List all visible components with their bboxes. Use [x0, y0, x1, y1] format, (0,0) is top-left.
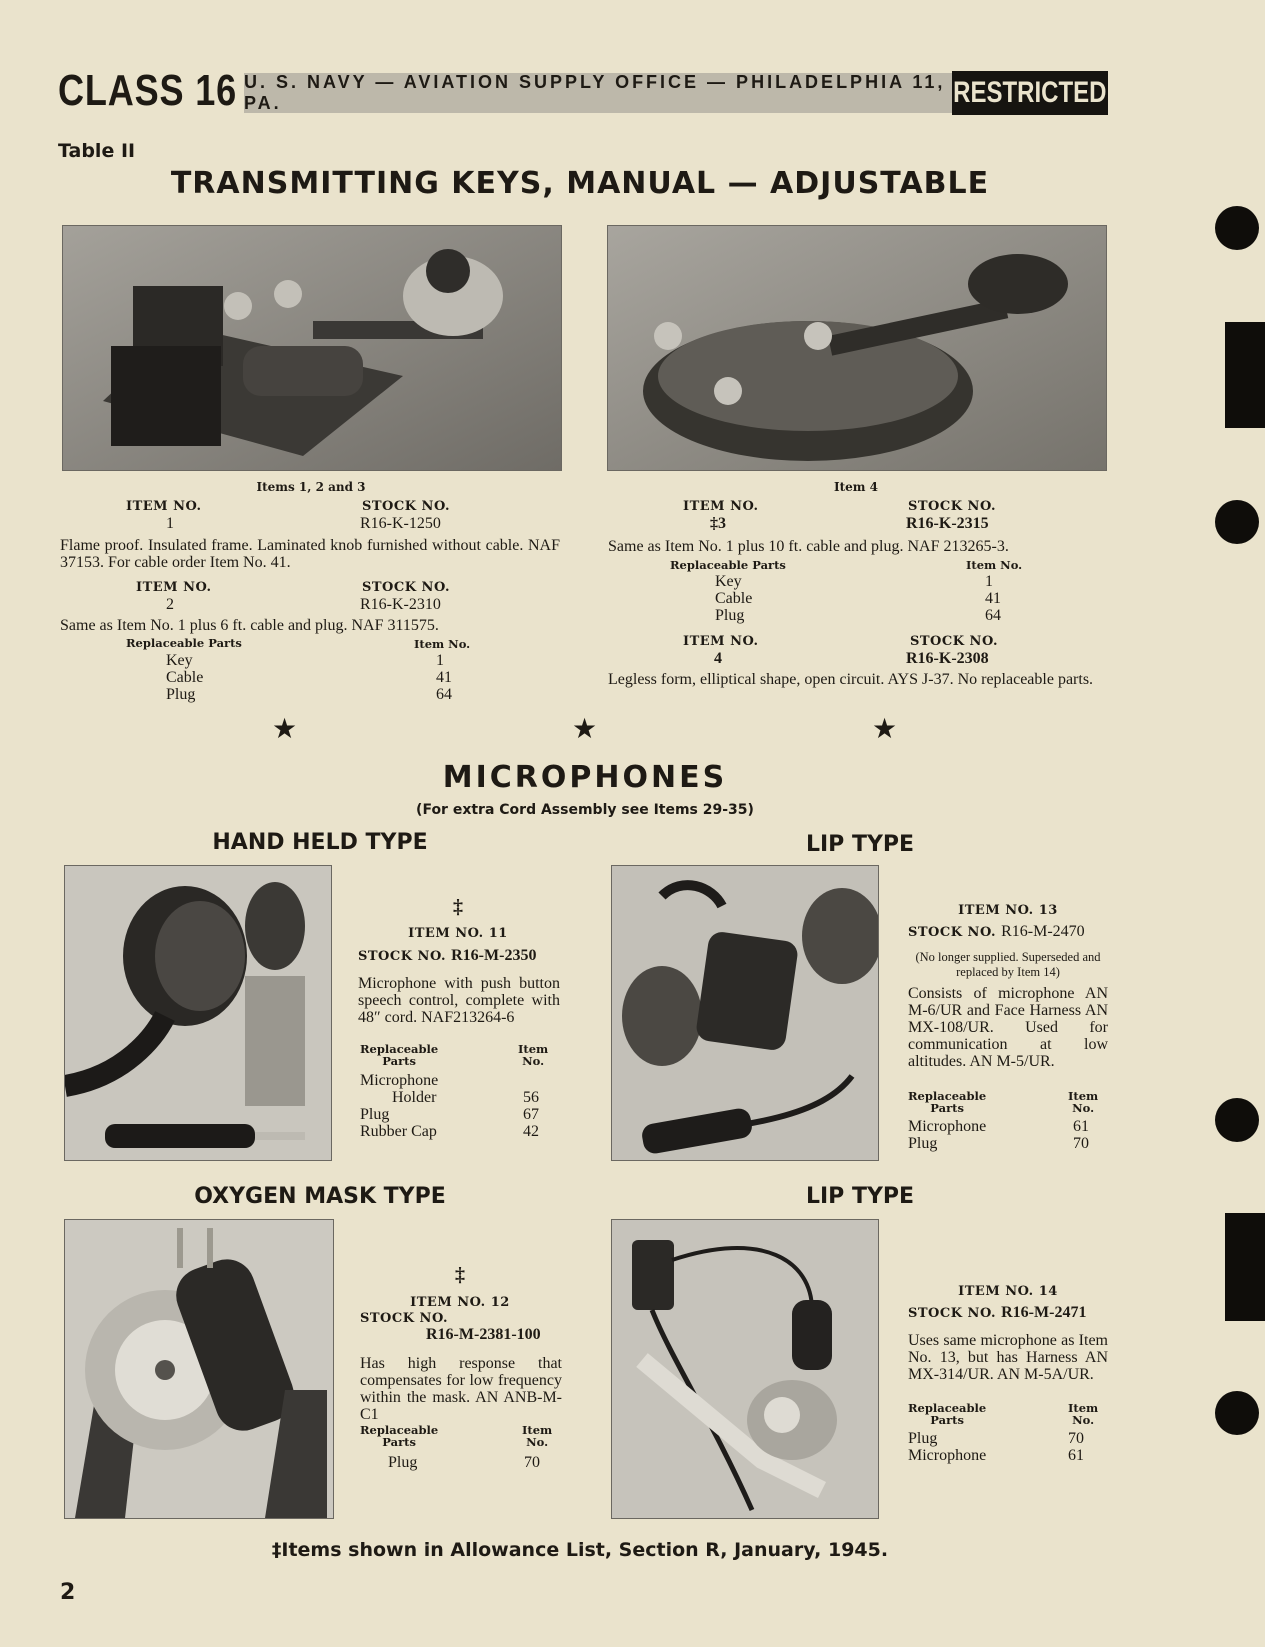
- lip-mic-13-photo: [611, 865, 879, 1161]
- parts-item-label: Item No.: [966, 558, 1023, 572]
- item-11-description: Microphone with push button speech control, complete with 48″ cord. NAF213264-6: [358, 975, 560, 1026]
- item-number: 1: [166, 515, 174, 532]
- binder-hole: [1215, 1391, 1259, 1435]
- item-no-label: ITEM NO.: [136, 580, 212, 595]
- parts-item-label: Item No.: [518, 1042, 549, 1068]
- item-number: ITEM NO. 12: [410, 1295, 510, 1310]
- lip-mic-harness-image: [612, 1220, 878, 1518]
- stock-number: R16-K-1250: [360, 515, 441, 532]
- restricted-label: RESTRICTED: [952, 71, 1108, 115]
- oxygen-mask-heading: OXYGEN MASK TYPE: [194, 1184, 446, 1209]
- allowance-dagger: ‡: [453, 896, 463, 918]
- stock-number: R16-K-2315: [906, 515, 989, 532]
- elliptical-key-image: [608, 226, 1106, 470]
- table-row: Rubber Cap 42: [360, 1123, 539, 1140]
- item-number: ‡3: [710, 515, 726, 532]
- item-4-description: Legless form, elliptical shape, open circuit. AYS J-37. No replaceable parts.: [608, 671, 1094, 688]
- lip-mic-image: [612, 866, 878, 1160]
- table-row: Microphone 61: [908, 1118, 1089, 1135]
- binder-hole: [1215, 500, 1259, 544]
- item-no-label: ITEM NO.: [683, 499, 759, 514]
- item-number: ITEM NO. 14: [958, 1284, 1058, 1299]
- item-no-label: ITEM NO.: [126, 499, 202, 514]
- stock-no-label: STOCK NO.: [362, 580, 451, 595]
- key-photo-item-4: [607, 225, 1107, 471]
- star-divider: ★: [272, 712, 298, 745]
- stock-number: R16-K-2310: [360, 596, 441, 613]
- caption-items-1-3: Items 1, 2 and 3: [256, 480, 366, 494]
- lip-type-heading: LIP TYPE: [805, 832, 915, 857]
- superseded-note: (No longer supplied. Superseded and replaced by Item 14): [915, 950, 1101, 979]
- stock-no-label: STOCK NO.: [362, 499, 451, 514]
- stock-line: STOCK NO. R16-M-2470: [908, 923, 1085, 940]
- star-divider: ★: [872, 712, 898, 745]
- table-row: Cable 41: [166, 669, 452, 686]
- table-row: Plug 64: [166, 686, 452, 703]
- parts-item-label: Item No.: [1068, 1089, 1099, 1115]
- allowance-dagger: ‡: [455, 1264, 465, 1286]
- key-photo-items-1-3: [62, 225, 562, 471]
- table-label: Table II: [58, 140, 136, 162]
- item-number: 4: [714, 650, 722, 667]
- lip-mic-14-photo: [611, 1219, 879, 1519]
- parts-item-label: Item No.: [414, 637, 471, 651]
- stock-line: STOCK NO. R16-M-2471: [908, 1304, 1087, 1321]
- parts-label: Replaceable Parts: [908, 1089, 987, 1115]
- table-row: Plug 70: [908, 1135, 1089, 1152]
- star-divider: ★: [572, 712, 598, 745]
- header-banner: U. S. NAVY — AVIATION SUPPLY OFFICE — PHILADELPHIA 11, PA.: [244, 73, 952, 113]
- index-tab: [1225, 1213, 1265, 1321]
- parts-item-label: Item No.: [522, 1423, 553, 1449]
- caption-item-4: Item 4: [833, 480, 878, 494]
- item-no-label: ITEM NO.: [683, 634, 759, 649]
- parts-table-hand: [360, 1072, 539, 1140]
- parts-item-label: Item No.: [1068, 1401, 1099, 1427]
- item-12-description: Has high response that compensates for low frequency within the mask. AN ANB-M-C1: [360, 1355, 562, 1423]
- item-2-description: Same as Item No. 1 plus 6 ft. cable and plug. NAF 311575.: [60, 617, 439, 634]
- parts-table-left: [166, 652, 452, 703]
- hand-held-mic-image: [65, 866, 331, 1160]
- parts-label: Replaceable Parts: [360, 1042, 439, 1068]
- item-number: ITEM NO. 13: [958, 903, 1058, 918]
- stock-line: STOCK NO. R16-M-2350: [358, 947, 537, 964]
- table-row: Key 1: [166, 652, 444, 669]
- parts-label: Replaceable Parts: [126, 636, 242, 650]
- binder-hole: [1215, 1098, 1259, 1142]
- oxygen-mask-mic-image: [65, 1220, 333, 1518]
- telegraph-key-image: [63, 226, 561, 470]
- binder-hole: [1215, 206, 1259, 250]
- table-row: Plug 67: [360, 1106, 539, 1123]
- class-title: CLASS 16: [58, 66, 238, 115]
- hand-held-mic-photo: [64, 865, 332, 1161]
- parts-table-lip14: [908, 1430, 1084, 1464]
- index-tab: [1225, 322, 1265, 428]
- table-row: Plug 70: [388, 1454, 540, 1471]
- table-row: Cable 41: [715, 590, 1001, 607]
- stock-number: R16-K-2308: [906, 650, 989, 667]
- item-3-description: Same as Item No. 1 plus 10 ft. cable and plug. NAF 213265-3.: [608, 538, 1009, 555]
- keys-title: TRANSMITTING KEYS, MANUAL — ADJUSTABLE: [170, 166, 990, 201]
- table-row: Microphone 61: [908, 1447, 1084, 1464]
- table-row: Holder 56: [392, 1089, 539, 1106]
- oxygen-mask-mic-photo: [64, 1219, 334, 1519]
- item-14-description: Uses same microphone as Item No. 13, but has Harness AN MX-314/UR. AN M-5A/UR.: [908, 1332, 1108, 1383]
- lip-type-heading: LIP TYPE: [805, 1184, 915, 1209]
- stock-no-label: STOCK NO.: [910, 634, 999, 649]
- parts-label: Replaceable Parts: [670, 558, 786, 572]
- table-row: Plug 64: [715, 607, 1001, 624]
- parts-label: Replaceable Parts: [908, 1401, 987, 1427]
- item-13-description: Consists of microphone AN M-6/UR and Face Harness AN MX-108/UR. Used for communication at low altitudes. AN M-5/UR.: [908, 985, 1108, 1070]
- item-number: ITEM NO. 11: [408, 926, 508, 941]
- parts-label: Replaceable Parts: [360, 1423, 439, 1449]
- stock-no-label: STOCK NO.: [360, 1311, 449, 1326]
- hand-held-heading: HAND HELD TYPE: [212, 830, 428, 855]
- parts-table-right: [715, 573, 1001, 624]
- table-row: Microphone: [360, 1072, 439, 1089]
- page-number: 2: [60, 1580, 76, 1605]
- item-number: 2: [166, 596, 174, 613]
- parts-table-oxygen: [388, 1454, 540, 1471]
- stock-no-label: STOCK NO.: [908, 499, 997, 514]
- item-1-description: Flame proof. Insulated frame. Laminated knob furnished without cable. NAF 37153. For cable order Item No. 41.: [60, 537, 560, 571]
- stock-number: R16-M-2381-100: [426, 1326, 541, 1343]
- table-row: Key 1: [715, 573, 993, 590]
- table-row: Plug 70: [908, 1430, 1084, 1447]
- microphones-subtitle: (For extra Cord Assembly see Items 29-35): [416, 802, 754, 818]
- parts-table-lip13: [908, 1118, 1089, 1152]
- allowance-footnote: ‡Items shown in Allowance List, Section R, January, 1945.: [271, 1539, 889, 1561]
- microphones-title: MICROPHONES: [442, 760, 728, 795]
